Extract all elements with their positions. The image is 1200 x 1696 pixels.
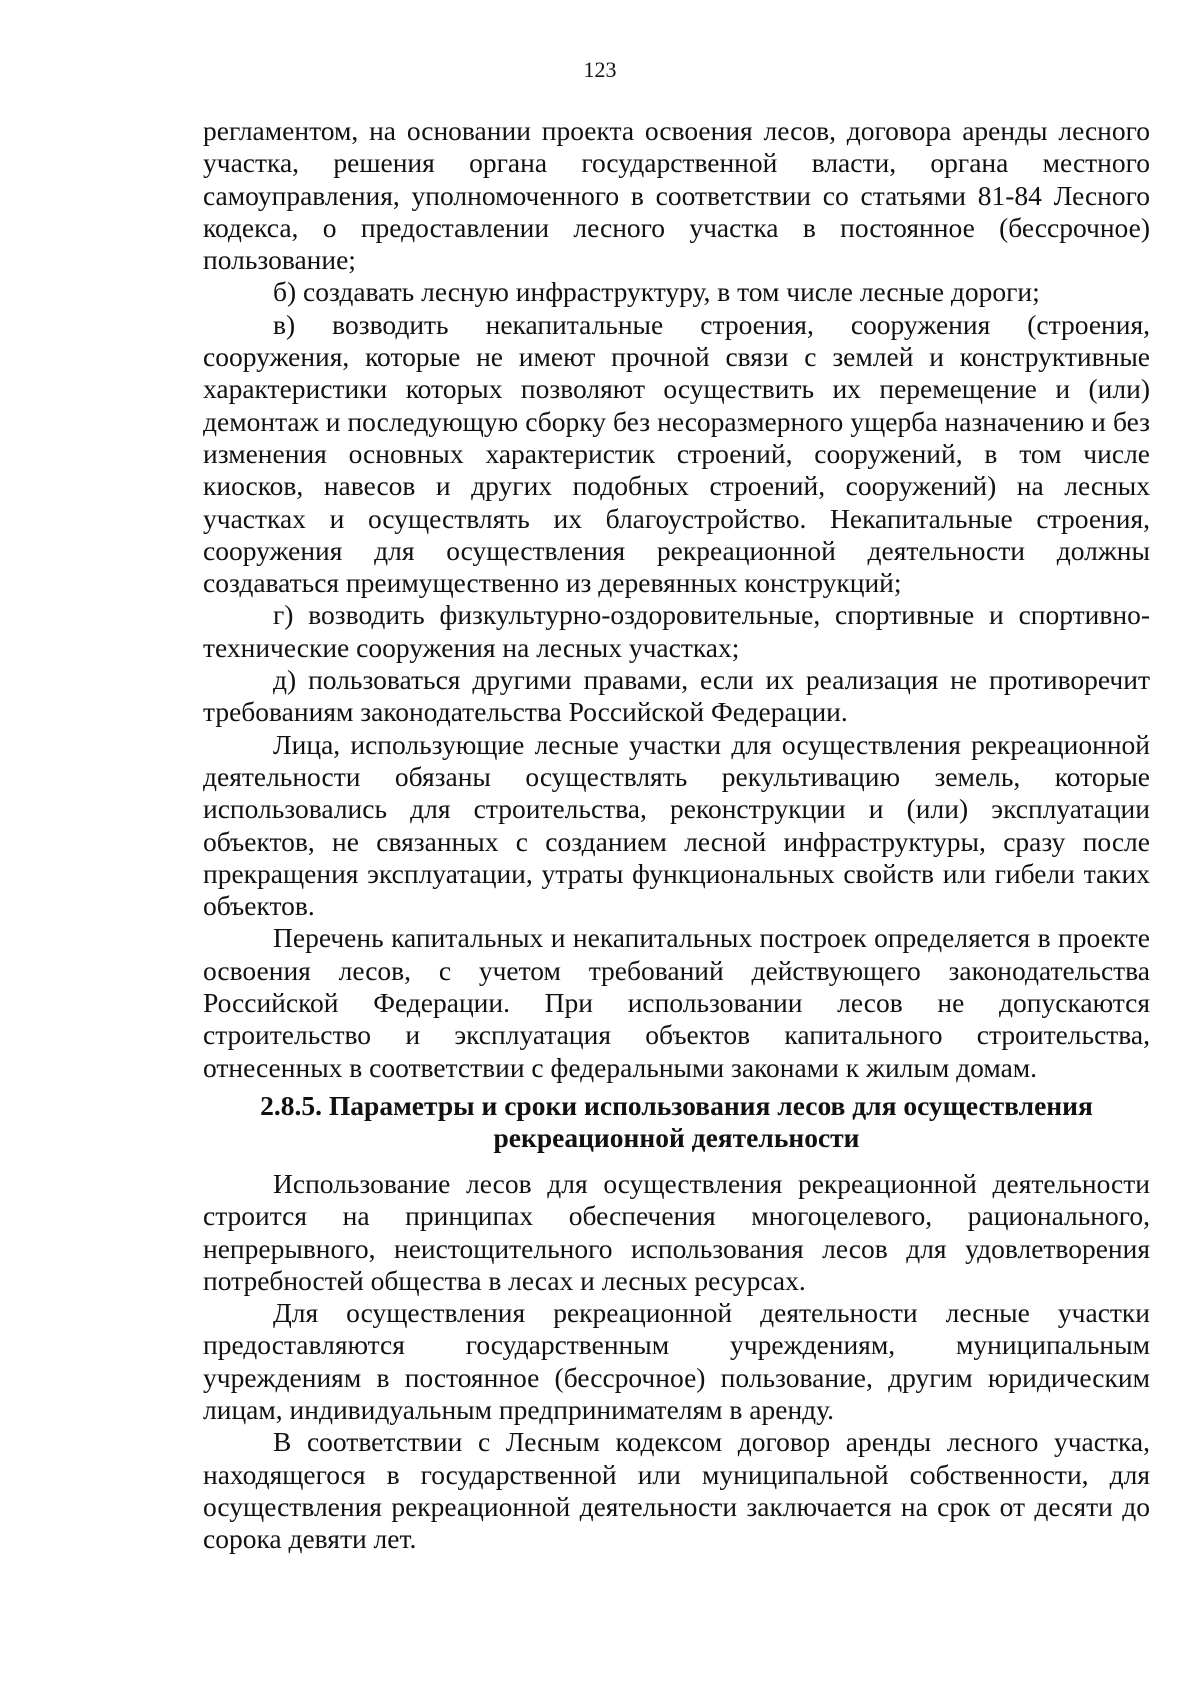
paragraph-item-d: д) пользоваться другими правами, если их реализация не противоречит требованиям законодательства Российской Федерации. — [203, 664, 1150, 728]
paragraph-item-v: в) возводить некапитальные строения, сооружения (строения, сооружения, которые не имеют прочной связи с землей и конструктивные характеристики которых позволяют осуществить их перемещение и (или) демонтаж и последующую сборку без несоразмерного ущерба назначению и без изменения основных характеристик строений, сооружений, в том числе киосков, навесов и других подобных строений, сооружений) на лесных участках и осуществлять их благоустройство. Некапитальные строения, сооружения для осуществления рекреационной деятельности должны создаваться преимущественно из деревянных конструкций; — [203, 308, 1150, 599]
paragraph-buildings-list: Перечень капитальных и некапитальных построек определяется в проекте освоения лесов, с учетом требований действующего законодательства Российской Федерации. При использовании лесов не допускаются строительство и эксплуатация объектов капитального строительства, отнесенных в соответствии с федеральными законами к жилым домам. — [203, 922, 1150, 1083]
document-body — [203, 115, 1150, 1555]
paragraph-recultivation: Лица, использующие лесные участки для осуществления рекреационной деятельности обязаны осуществлять рекультивацию земель, которые использовались для строительства, реконструкции и (или) эксплуатации объектов, не связанных с созданием лесной инфраструктуры, сразу после прекращения эксплуатации, утраты функциональных свойств или гибели таких объектов. — [203, 728, 1150, 922]
paragraph-lease-term: В соответствии с Лесным кодексом договор аренды лесного участка, находящегося в государственной или муниципальной собственности, для осуществления рекреационной деятельности заключается на срок от десяти до сорока девяти лет. — [203, 1426, 1150, 1555]
paragraph-item-g: г) возводить физкультурно-оздоровительные, спортивные и спортивно-технические сооружения на лесных участках; — [203, 599, 1150, 663]
paragraph-provision: Для осуществления рекреационной деятельности лесные участки предоставляются государственным учреждениям, муниципальным учреждениям в постоянное (бессрочное) пользование, другим юридическим лицам, индивидуальным предпринимателям в аренду. — [203, 1297, 1150, 1425]
paragraph-item-b: б) создавать лесную инфраструктуру, в том числе лесные дороги; — [273, 276, 1040, 308]
section-heading — [203, 1090, 1150, 1154]
section-heading-line-2: рекреационной деятельности — [493, 1121, 860, 1153]
paragraph-continuation: регламентом, на основании проекта освоения лесов, договора аренды лесного участка, решения органа государственной власти, органа местного самоуправления, уполномоченного в соответствии со статьями 81-84 Лесного кодекса, о предоставлении лесного участка в постоянное (бессрочное) пользование; — [203, 115, 1150, 276]
page-number: 123 — [583, 57, 617, 82]
section-heading-line-1: 2.8.5. Параметры и сроки использования лесов для осуществления — [260, 1089, 1093, 1121]
paragraph-principles: Использование лесов для осуществления рекреационной деятельности строится на принципах обеспечения многоцелевого, рационального, непрерывного, неистощительного использования лесов для удовлетворения потребностей общества в лесах и лесных ресурсах. — [203, 1167, 1150, 1296]
